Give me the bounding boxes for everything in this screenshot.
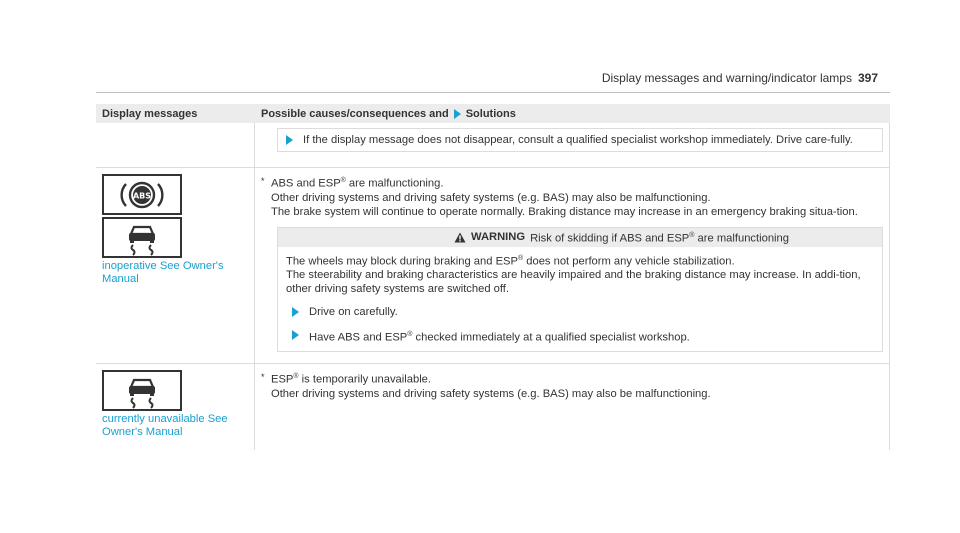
cause-line (261, 370, 889, 387)
cause-line (261, 174, 889, 191)
warning-body (278, 247, 882, 351)
cause-text: ABS and ESP® are malfunctioning. (271, 177, 444, 190)
header-rule (96, 92, 890, 93)
cause-detail-1: Other driving systems and driving safety systems (e.g. BAS) may also be malfunctioning. (271, 387, 711, 400)
footnote-star: * (261, 372, 265, 382)
cause-text: ESP® is temporarily unavailable. (271, 373, 432, 386)
page-number: 397 (857, 71, 878, 85)
table-row (96, 364, 890, 450)
footnote-star: * (261, 176, 265, 186)
solution-step (286, 305, 874, 319)
table-header (96, 104, 890, 123)
display-message-text: currently unavailable See Owner's Manual (102, 413, 228, 438)
arrow-right-icon (286, 135, 293, 145)
table-row (96, 123, 890, 168)
svg-text:ABS: ABS (132, 191, 152, 200)
cause-detail-2: The brake system will continue to operate normally. Braking distance may increase in an emergency braking situa-tion. (271, 205, 858, 218)
col-solutions-label: Solutions (465, 107, 516, 120)
abs-warning-icon (102, 174, 182, 215)
cause-detail-1: Other driving systems and driving safety systems (e.g. BAS) may also be malfunctioning. (271, 191, 711, 204)
display-message-text: inoperative See Owner's Manual (102, 260, 224, 285)
row-solution-cell (255, 123, 890, 167)
solution-step (286, 328, 874, 345)
step-text: Drive on carefully. (309, 306, 398, 319)
col-display-messages-header: Display messages (102, 107, 198, 120)
esp-skid-icon (102, 370, 182, 411)
warning-header (278, 228, 882, 247)
step-text: Have ABS and ESP® checked immediately at a qualified specialist workshop. (309, 331, 690, 345)
warning-triangle-icon (454, 232, 466, 243)
arrow-right-icon (454, 109, 461, 119)
arrow-right-icon (292, 307, 299, 317)
warning-title: Risk of skidding if ABS and ESP® are malfunctioning (530, 231, 789, 245)
row-causes-cell (255, 168, 890, 363)
warning-text-1: The wheels may block during braking and ESP® does not perform any vehicle stabilization. (286, 254, 735, 268)
solution-text: If the display message does not disappear, consult a qualified specialist workshop immediately. Drive care-fully. (303, 134, 853, 146)
messages-table (96, 104, 890, 450)
warning-box (277, 227, 883, 352)
row-message-cell (96, 123, 255, 167)
table-row (96, 168, 890, 364)
solution-box (277, 128, 883, 152)
page-header (602, 71, 878, 85)
row-causes-cell (255, 364, 890, 450)
arrow-right-icon (292, 330, 299, 340)
page-header-title: Display messages and warning/indicator lamps (601, 71, 852, 85)
row-message-cell (96, 364, 255, 450)
col-causes-label: Possible causes/consequences and (261, 107, 449, 120)
warning-text-2: The steerability and braking characteristics are heavily impaired and the braking distance may increase. In addi-tion, other driving safety systems are switched off. (286, 269, 861, 296)
row-message-cell (96, 168, 255, 363)
col-causes-header (255, 108, 890, 120)
warning-label: WARNING (471, 231, 526, 244)
esp-skid-icon (102, 217, 182, 258)
